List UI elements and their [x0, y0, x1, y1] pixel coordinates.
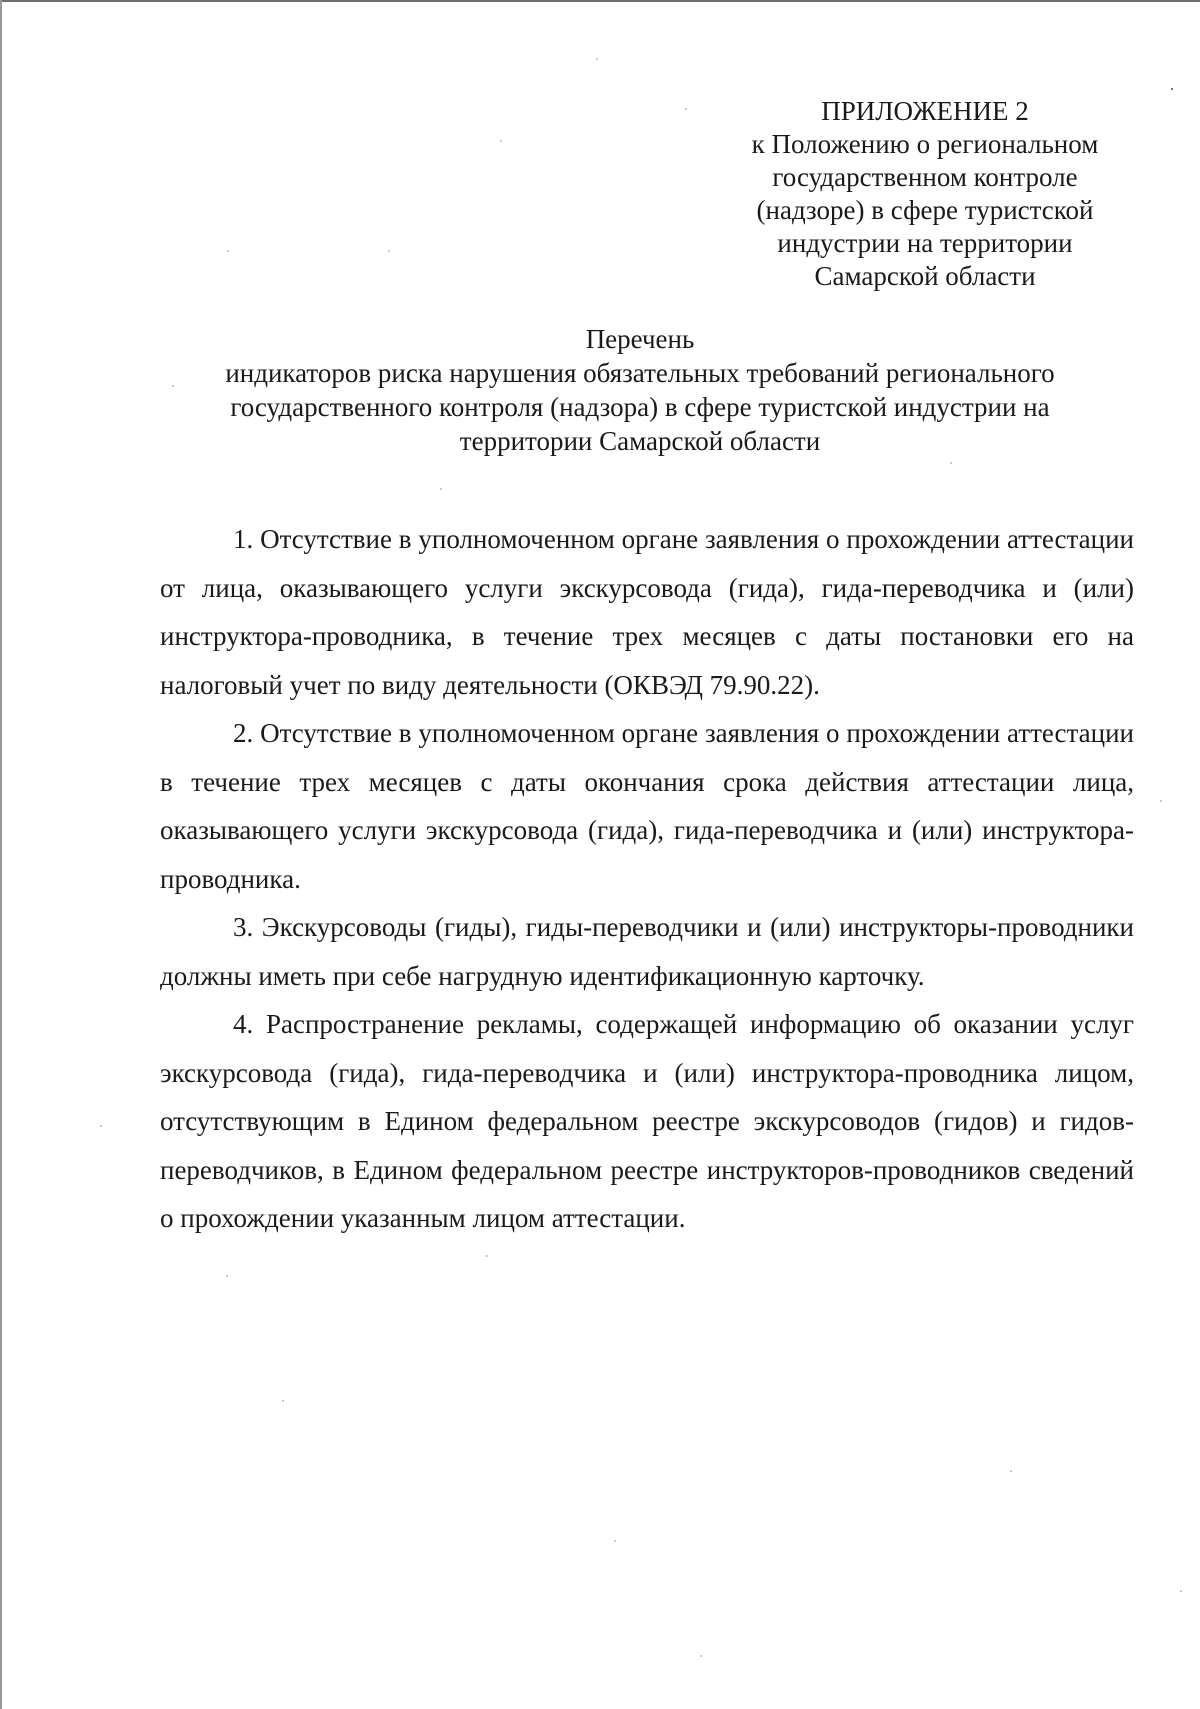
scan-top-edge [0, 0, 1200, 2]
scan-speck [1160, 800, 1162, 802]
indicator-list [160, 515, 1134, 1243]
indicator-item-1: 1. Отсутствие в уполномоченном органе заявления о прохождении аттестации от лица, оказывающего услуги экскурсовода (гида), гида-переводчика и (или) инструктора-проводника, в течение трех месяцев с даты постановки его на налоговый учет по виду деятельности (ОКВЭД 79.90.22). [160, 524, 1134, 700]
scan-speck [500, 140, 502, 142]
scan-speck [1010, 1470, 1012, 1472]
scan-speck [100, 1125, 102, 1127]
scan-left-edge [0, 0, 2, 1709]
scan-speck [486, 1255, 488, 1257]
appendix-title: ПРИЛОЖЕНИЕ 2 [821, 96, 1029, 126]
scan-speck [440, 488, 442, 490]
scan-speck [172, 385, 174, 387]
scan-speck [685, 108, 687, 110]
scan-speck [700, 1655, 702, 1657]
scan-speck [282, 1400, 284, 1402]
scan-speck [950, 462, 952, 464]
scan-speck [614, 1540, 616, 1542]
scan-speck [227, 250, 229, 252]
indicator-item-2: 2. Отсутствие в уполномоченном органе заявления о прохождении аттестации в течение трех месяцев с даты окончания срока действия аттестации лица, оказывающего услуги экскурсовода (гида), гида-переводчика и (или) инструктора-проводника. [160, 718, 1134, 894]
document-heading [160, 322, 1120, 458]
indicator-item-3: 3. Экскурсоводы (гиды), гиды-переводчики и (или) инструкторы-проводники должны иметь при себе нагрудную идентификационную карточку. [160, 912, 1134, 991]
appendix-subtitle: к Положению о региональном государственном контроле (надзоре) в сфере туристской индустрии на территории Самарской области [751, 129, 1099, 291]
appendix-block [735, 95, 1115, 293]
scan-speck [1180, 1590, 1182, 1592]
heading-subtitle: индикаторов риска нарушения обязательных требований регионального государственного контроля (надзора) в сфере туристской индустрии на территории Самарской области [225, 358, 1055, 456]
scan-speck [596, 58, 598, 60]
scan-speck [1171, 88, 1173, 90]
scan-speck [388, 250, 390, 252]
heading-title: Перечень [585, 324, 695, 354]
indicator-item-4: 4. Распространение рекламы, содержащей информацию об оказании услуг экскурсовода (гида), гида-переводчика и (или) инструктора-проводника лицом, отсутствующим в Едином федеральном реестре экскурсоводов (гидов) и гидов-переводчиков, в Едином федеральном реестре инструкторов-проводников сведений о прохождении указанным лицом аттестации. [160, 1009, 1134, 1233]
scan-speck [226, 1275, 228, 1277]
